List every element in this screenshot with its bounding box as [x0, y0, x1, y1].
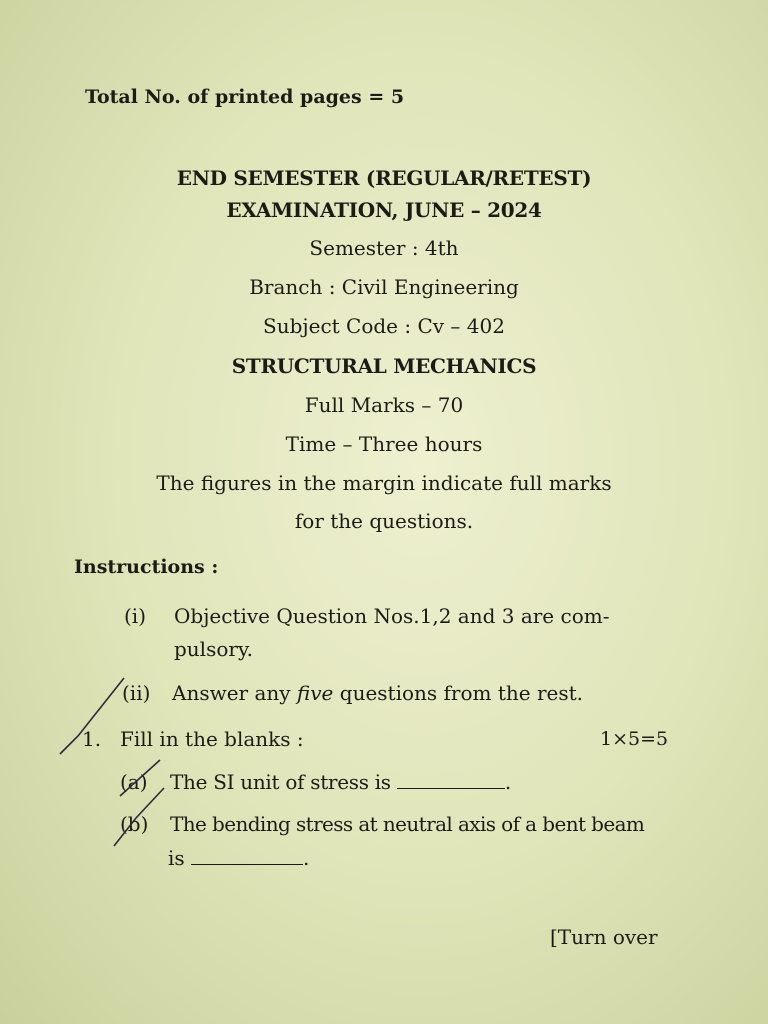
- branch-label: Branch : Civil Engineering: [249, 275, 519, 299]
- pen-tick-mark: [120, 760, 160, 796]
- instruction-text-line1: Objective Question Nos.1,2 and 3 are com-: [174, 604, 610, 628]
- question-text: Fill in the blanks :: [120, 727, 304, 751]
- pen-tick-mark: [60, 678, 124, 754]
- part-number: (b): [120, 812, 149, 836]
- turn-over-note: [Turn over: [550, 925, 658, 949]
- question-number: 1.: [82, 727, 102, 751]
- part-text-line2: is .: [168, 846, 310, 870]
- pen-tick-mark: [114, 788, 164, 846]
- instruction-number: (i): [124, 604, 147, 628]
- instructions-heading: Instructions :: [74, 556, 219, 578]
- time-label: Time – Three hours: [285, 432, 483, 456]
- instruction-number: (ii): [122, 681, 151, 705]
- part-text: The SI unit of stress is .: [170, 770, 511, 794]
- instruction-text-line2: pulsory.: [174, 637, 253, 661]
- exam-title-line2: EXAMINATION, JUNE – 2024: [226, 198, 542, 222]
- instruction-text: Answer any five questions from the rest.: [172, 681, 584, 705]
- margin-note-line1: The figures in the margin indicate full marks: [156, 471, 612, 495]
- margin-note-line2: for the questions.: [294, 509, 474, 533]
- subject-title: STRUCTURAL MECHANICS: [231, 354, 537, 378]
- part-text-line1: The bending stress at neutral axis of a bent beam: [170, 812, 645, 836]
- semester-label: Semester : 4th: [309, 236, 459, 260]
- question-marks: 1×5=5: [600, 728, 669, 750]
- full-marks-label: Full Marks – 70: [304, 393, 464, 417]
- subject-code-label: Subject Code : Cv – 402: [263, 314, 505, 338]
- printed-pages-note: Total No. of printed pages = 5: [85, 86, 405, 108]
- part-number: (a): [120, 770, 148, 794]
- exam-title-line1: END SEMESTER (REGULAR/RETEST): [176, 166, 592, 190]
- emphasis-text: five: [296, 681, 334, 705]
